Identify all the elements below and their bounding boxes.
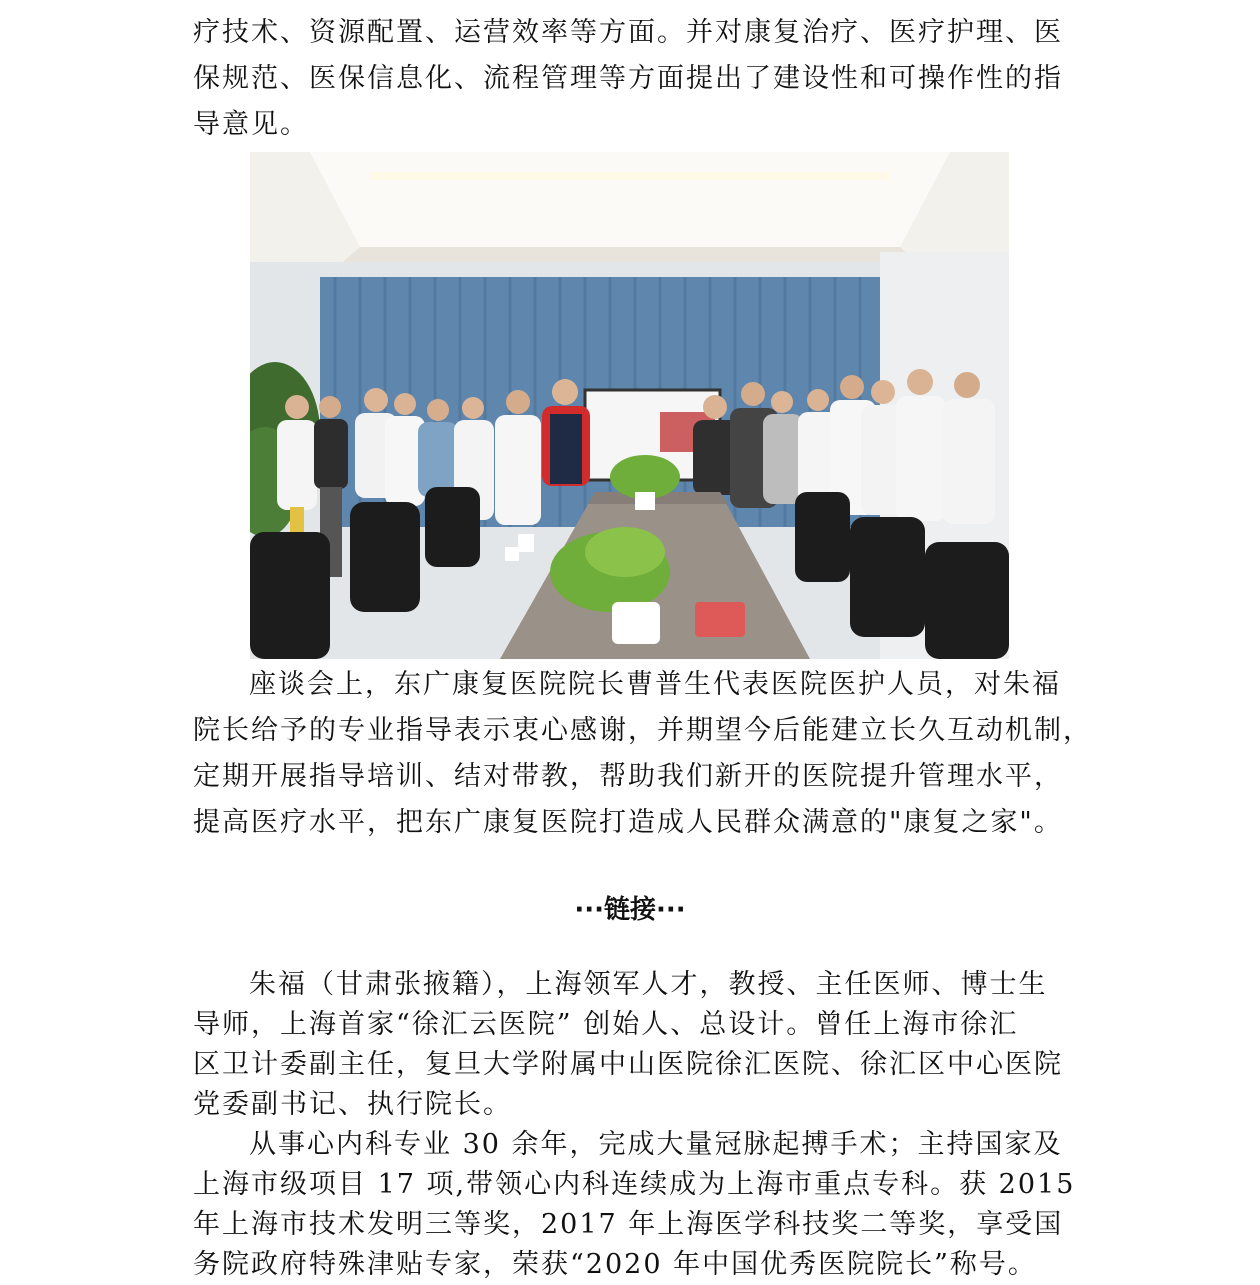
bio-line: 导师，上海首家“徐汇云医院” 创始人、总设计。曾任上海市徐汇 [193, 1009, 1019, 1040]
bio-paragraph-1 [193, 965, 1073, 1125]
group-photo [250, 152, 1009, 659]
bio-line: 区卫计委副主任，复旦大学附属中山医院徐汇医院、徐汇区中心医院 [193, 1049, 1063, 1080]
caption-paragraph [193, 662, 1092, 846]
intro-paragraph [193, 10, 1073, 148]
caption-line: 座谈会上，东广康复医院院长曹普生代表医院医护人员，对朱福 [249, 669, 1061, 700]
bio-line: 朱福（甘肃张掖籍），上海领军人才，教授、主任医师、博士生 [249, 969, 1048, 1000]
bio-line: 党委副书记、执行院长。 [193, 1089, 512, 1120]
intro-line: 保规范、医保信息化、流程管理等方面提出了建设性和可操作性的指 [193, 63, 1063, 94]
intro-line: 疗技术、资源配置、运营效率等方面。并对康复治疗、医疗护理、医 [193, 17, 1063, 48]
link-heading: ···链接··· [574, 895, 686, 925]
caption-line: 院长给予的专业指导表示衷心感谢，并期望今后能建立长久互动机制， [193, 715, 1092, 746]
bio-line: 从事心内科专业 30 余年，完成大量冠脉起搏手术；主持国家及 [249, 1129, 1063, 1160]
bio-line: 务院政府特殊津贴专家，荣获“2020 年中国优秀医院院长”称号。 [193, 1249, 1037, 1280]
bio-paragraph-2 [193, 1125, 1076, 1285]
bio-line: 上海市级项目 17 项,带领心内科连续成为上海市重点专科。获 2015 [193, 1169, 1076, 1200]
caption-line: 定期开展指导培训、结对带教，帮助我们新开的医院提升管理水平， [193, 761, 1063, 792]
intro-line: 导意见。 [193, 109, 309, 140]
group-photo-icon [250, 152, 1009, 659]
bio-line: 年上海市技术发明三等奖，2017 年上海医学科技奖二等奖，享受国 [193, 1209, 1064, 1240]
caption-line: 提高医疗水平，把东广康复医院打造成人民群众满意的"康复之家"。 [193, 807, 1063, 838]
